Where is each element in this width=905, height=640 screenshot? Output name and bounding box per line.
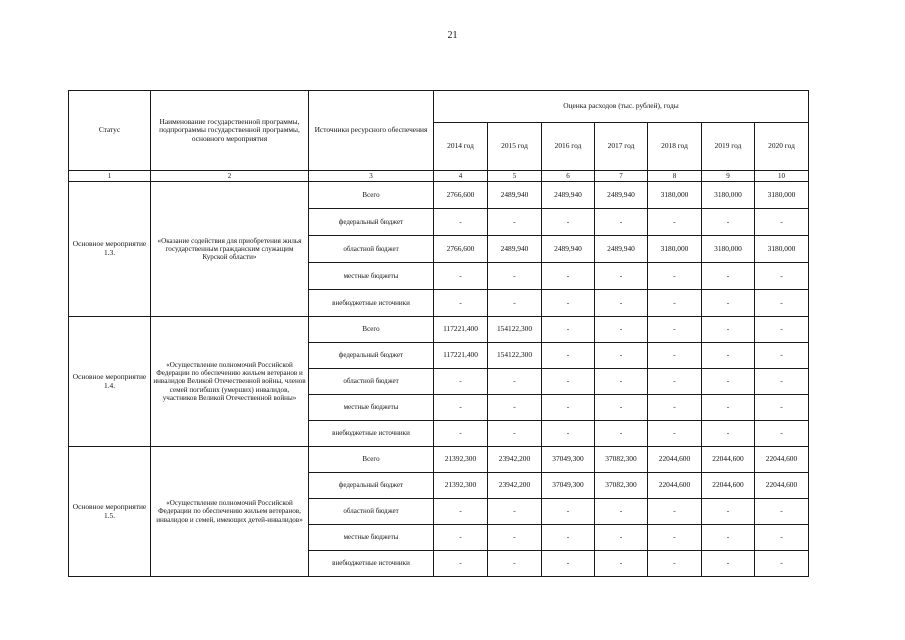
value-cell: - — [595, 395, 648, 421]
value-cell: - — [595, 551, 648, 577]
value-cell: - — [648, 317, 702, 343]
value-cell: 2489,940 — [542, 236, 595, 263]
column-number: 10 — [755, 171, 809, 182]
value-cell: - — [755, 369, 809, 395]
value-cell: 37082,300 — [595, 447, 648, 473]
value-cell: - — [702, 343, 755, 369]
value-cell: - — [488, 369, 542, 395]
value-cell: - — [648, 290, 702, 317]
value-cell: - — [702, 395, 755, 421]
source-cell: Всего — [309, 447, 434, 473]
value-cell: - — [755, 395, 809, 421]
source-cell: федеральный бюджет — [309, 209, 434, 236]
column-number: 6 — [542, 171, 595, 182]
value-cell: 23942,200 — [488, 473, 542, 499]
measure-name-cell: «Оказание содействия для приобретения жилья государственным гражданским служащим Курской области» — [151, 182, 309, 317]
value-cell: - — [542, 263, 595, 290]
value-cell: - — [542, 343, 595, 369]
value-cell: 22044,600 — [702, 473, 755, 499]
value-cell: - — [434, 551, 488, 577]
header-year: 2014 год — [434, 123, 488, 171]
value-cell: 22044,600 — [648, 473, 702, 499]
value-cell: - — [542, 290, 595, 317]
value-cell: - — [702, 369, 755, 395]
value-cell: - — [488, 499, 542, 525]
value-cell: - — [702, 263, 755, 290]
value-cell: 3180,000 — [648, 182, 702, 209]
status-cell: Основное мероприятие 1.3. — [69, 182, 151, 317]
value-cell: 117221,400 — [434, 317, 488, 343]
source-cell: областной бюджет — [309, 369, 434, 395]
header-name: Наименование государственной программы, подпрограммы государственной программы, основного мероприятия — [151, 91, 309, 171]
value-cell: - — [434, 209, 488, 236]
value-cell: - — [542, 499, 595, 525]
value-cell: - — [595, 369, 648, 395]
header-row — [69, 91, 809, 123]
expenditure-table — [68, 90, 809, 577]
value-cell: 37049,300 — [542, 447, 595, 473]
column-number: 2 — [151, 171, 309, 182]
value-cell: - — [542, 369, 595, 395]
column-number-row — [69, 171, 809, 182]
measure-name-cell: «Осуществление полномочий Российской Федерации по обеспечению жильем ветеранов и инвалидов Великой Отечественной войны, членов семей погибших (умерших) инвалидов, участников Великой Отечественной войны» — [151, 317, 309, 447]
value-cell: - — [648, 209, 702, 236]
table-row — [69, 317, 809, 343]
value-cell: 23942,200 — [488, 447, 542, 473]
value-cell: - — [702, 209, 755, 236]
value-cell: - — [542, 551, 595, 577]
column-number: 9 — [702, 171, 755, 182]
value-cell: - — [755, 343, 809, 369]
value-cell: - — [702, 290, 755, 317]
value-cell: 3180,000 — [755, 236, 809, 263]
value-cell: - — [595, 209, 648, 236]
source-cell: Всего — [309, 182, 434, 209]
header-status: Статус — [69, 91, 151, 171]
value-cell: - — [648, 525, 702, 551]
value-cell: - — [488, 395, 542, 421]
column-number: 3 — [309, 171, 434, 182]
value-cell: - — [595, 263, 648, 290]
source-cell: федеральный бюджет — [309, 473, 434, 499]
source-cell: внебюджетные источники — [309, 290, 434, 317]
value-cell: - — [648, 343, 702, 369]
value-cell: - — [488, 525, 542, 551]
value-cell: - — [595, 290, 648, 317]
column-number: 1 — [69, 171, 151, 182]
value-cell: - — [755, 317, 809, 343]
value-cell: - — [595, 499, 648, 525]
value-cell: - — [755, 290, 809, 317]
value-cell: - — [595, 421, 648, 447]
value-cell: 2766,600 — [434, 182, 488, 209]
value-cell: - — [702, 499, 755, 525]
value-cell: - — [595, 525, 648, 551]
value-cell: 154122,300 — [488, 343, 542, 369]
value-cell: - — [702, 551, 755, 577]
value-cell: - — [434, 290, 488, 317]
value-cell: - — [702, 525, 755, 551]
value-cell: 117221,400 — [434, 343, 488, 369]
header-year: 2015 год — [488, 123, 542, 171]
source-cell: областной бюджет — [309, 499, 434, 525]
value-cell: - — [755, 551, 809, 577]
source-cell: федеральный бюджет — [309, 343, 434, 369]
source-cell: местные бюджеты — [309, 395, 434, 421]
value-cell: - — [755, 421, 809, 447]
value-cell: 21392,300 — [434, 473, 488, 499]
value-cell: - — [488, 551, 542, 577]
value-cell: 3180,000 — [755, 182, 809, 209]
value-cell: - — [648, 551, 702, 577]
value-cell: 2489,940 — [488, 236, 542, 263]
source-cell: внебюджетные источники — [309, 551, 434, 577]
value-cell: - — [702, 317, 755, 343]
value-cell: - — [595, 317, 648, 343]
value-cell: - — [434, 395, 488, 421]
column-number: 8 — [648, 171, 702, 182]
value-cell: 22044,600 — [755, 447, 809, 473]
value-cell: - — [488, 263, 542, 290]
column-number: 7 — [595, 171, 648, 182]
column-number: 5 — [488, 171, 542, 182]
source-cell: областной бюджет — [309, 236, 434, 263]
header-sources: Источники ресурсного обеспечения — [309, 91, 434, 171]
value-cell: 21392,300 — [434, 447, 488, 473]
value-cell: - — [542, 525, 595, 551]
status-cell: Основное мероприятие 1.4. — [69, 317, 151, 447]
value-cell: - — [434, 525, 488, 551]
value-cell: 3180,000 — [702, 236, 755, 263]
header-year: 2016 год — [542, 123, 595, 171]
value-cell: - — [648, 369, 702, 395]
value-cell: - — [755, 209, 809, 236]
value-cell: - — [542, 395, 595, 421]
value-cell: - — [755, 263, 809, 290]
table-body — [69, 91, 809, 577]
value-cell: - — [648, 263, 702, 290]
value-cell: - — [434, 499, 488, 525]
header-year: 2018 год — [648, 123, 702, 171]
value-cell: 3180,000 — [648, 236, 702, 263]
header-estimate: Оценка расходов (тыс. рублей), годы — [434, 91, 809, 123]
header-year: 2020 год — [755, 123, 809, 171]
value-cell: - — [755, 525, 809, 551]
value-cell: 2489,940 — [595, 182, 648, 209]
value-cell: 2489,940 — [488, 182, 542, 209]
value-cell: - — [542, 317, 595, 343]
header-year: 2017 год — [595, 123, 648, 171]
value-cell: - — [755, 499, 809, 525]
value-cell: 37082,300 — [595, 473, 648, 499]
value-cell: - — [648, 395, 702, 421]
source-cell: местные бюджеты — [309, 525, 434, 551]
source-cell: местные бюджеты — [309, 263, 434, 290]
value-cell: 154122,300 — [488, 317, 542, 343]
value-cell: - — [542, 421, 595, 447]
value-cell: 2766,600 — [434, 236, 488, 263]
value-cell: - — [488, 209, 542, 236]
source-cell: внебюджетные источники — [309, 421, 434, 447]
value-cell: - — [595, 343, 648, 369]
value-cell: 3180,000 — [702, 182, 755, 209]
status-cell: Основное мероприятие 1.5. — [69, 447, 151, 577]
source-cell: Всего — [309, 317, 434, 343]
value-cell: 22044,600 — [702, 447, 755, 473]
page-number: 21 — [447, 30, 458, 41]
value-cell: 22044,600 — [648, 447, 702, 473]
value-cell: 22044,600 — [755, 473, 809, 499]
value-cell: - — [648, 499, 702, 525]
value-cell: - — [434, 369, 488, 395]
value-cell: 37049,300 — [542, 473, 595, 499]
value-cell: - — [434, 421, 488, 447]
value-cell: - — [488, 290, 542, 317]
measure-name-cell: «Осуществление полномочий Российской Федерации по обеспечению жильем ветеранов, инвалидов и семей, имеющих детей-инвалидов» — [151, 447, 309, 577]
header-year: 2019 год — [702, 123, 755, 171]
column-number: 4 — [434, 171, 488, 182]
value-cell: - — [434, 263, 488, 290]
value-cell: 2489,940 — [595, 236, 648, 263]
value-cell: - — [648, 421, 702, 447]
value-cell: 2489,940 — [542, 182, 595, 209]
value-cell: - — [542, 209, 595, 236]
value-cell: - — [488, 421, 542, 447]
value-cell: - — [702, 421, 755, 447]
table-row — [69, 447, 809, 473]
table-row — [69, 182, 809, 209]
